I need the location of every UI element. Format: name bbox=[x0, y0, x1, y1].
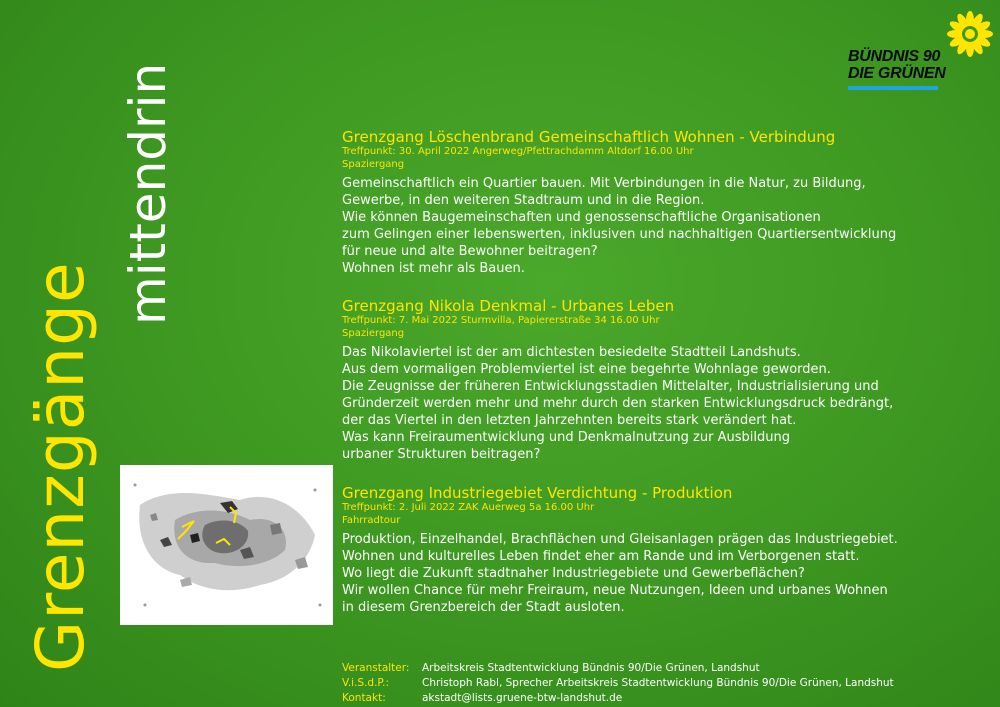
description-line: Was kann Freiraumentwicklung und Denkmalnutzung zur Ausbildung bbox=[342, 430, 790, 445]
event-description bbox=[342, 344, 992, 463]
description-line: Wohnen und kulturelles Leben findet eher am Rande und im Verborgenen statt. bbox=[342, 549, 860, 564]
description-line: Gemeinschaftlich ein Quartier bauen. Mit Verbindungen in die Natur, zu Bildung, bbox=[342, 176, 866, 191]
description-line: der das Viertel in den letzten Jahrzehnten bereits stark verändert hat. bbox=[342, 413, 797, 428]
poster-subtitle: mittendrin bbox=[119, 62, 177, 325]
logo-line-1: BÜNDNIS 90 bbox=[848, 48, 941, 65]
footer-value: Arbeitskreis Stadtentwicklung Bündnis 90/Die Grünen, Landshut bbox=[422, 662, 760, 674]
description-line: Gewerbe, in den weiteren Stadtraum und in die Region. bbox=[342, 193, 705, 208]
description-line: Aus dem vormaligen Problemviertel ist eine begehrte Wohnlage geworden. bbox=[342, 362, 831, 377]
footer-value: Christoph Rabl, Sprecher Arbeitskreis Stadtentwicklung Bündnis 90/Die Grünen, Landshut bbox=[422, 677, 894, 689]
poster-title: Grenzgänge bbox=[22, 261, 99, 672]
logo-underline bbox=[848, 86, 938, 90]
party-logo bbox=[848, 8, 990, 92]
sunflower-icon bbox=[946, 8, 994, 66]
event-type: Spaziergang bbox=[342, 159, 405, 170]
footer-info bbox=[342, 661, 894, 706]
event-meeting-point: Treffpunkt: 30. April 2022 Angerweg/Pfettrachdamm Altdorf 16.00 Uhr bbox=[342, 146, 694, 157]
description-line: zum Gelingen einer lebenswerten, inklusiven und nachhaltigen Quartiersentwicklung bbox=[342, 227, 897, 242]
footer-contact bbox=[342, 691, 894, 706]
event-section-1 bbox=[342, 128, 992, 277]
event-meeting-point: Treffpunkt: 7. Mai 2022 Sturmvilla, Papiererstraße 34 16.00 Uhr bbox=[342, 315, 660, 326]
logo-wordmark bbox=[848, 48, 945, 82]
event-title: Grenzgang Industriegebiet Verdichtung - Produktion bbox=[342, 484, 733, 502]
description-line: Produktion, Einzelhandel, Brachflächen und Gleisanlagen prägen das Industriegebiet. bbox=[342, 532, 898, 547]
event-section-2 bbox=[342, 297, 992, 463]
description-line: Wo liegt die Zukunft stadtnaher Industriegebiete und Gewerbeflächen? bbox=[342, 566, 805, 581]
event-type: Fahrradtour bbox=[342, 515, 401, 526]
contact-email-link[interactable]: akstadt@lists.gruene-btw-landshut.de bbox=[422, 692, 623, 704]
footer-organizer bbox=[342, 661, 894, 676]
footer-label: Kontakt: bbox=[342, 692, 386, 704]
event-title: Grenzgang Löschenbrand Gemeinschaftlich Wohnen - Verbindung bbox=[342, 128, 836, 146]
event-type: Spaziergang bbox=[342, 328, 405, 339]
event-description bbox=[342, 531, 992, 616]
logo-line-2: DIE GRÜNEN bbox=[848, 65, 946, 82]
description-line: Wir wollen Chance für mehr Freiraum, neue Nutzungen, Ideen und urbanes Wohnen bbox=[342, 583, 888, 598]
description-line: für neue und alte Bewohner beitragen? bbox=[342, 244, 598, 259]
footer-responsible bbox=[342, 676, 894, 691]
footer-label: V.i.S.d.P.: bbox=[342, 677, 389, 689]
description-line: Wie können Baugemeinschaften und genossenschaftliche Organisationen bbox=[342, 210, 821, 225]
event-description bbox=[342, 175, 992, 277]
description-line: Die Zeugnisse der früheren Entwicklungsstadien Mittelalter, Industrialisierung und bbox=[342, 379, 879, 394]
event-meeting-point: Treffpunkt: 2. Juli 2022 ZAK Auerweg 5a 16.00 Uhr bbox=[342, 502, 595, 513]
city-map-image bbox=[120, 465, 333, 625]
city-map-drawing bbox=[120, 465, 333, 625]
description-line: Wohnen ist mehr als Bauen. bbox=[342, 261, 525, 276]
description-line: urbaner Strukturen beitragen? bbox=[342, 447, 541, 462]
description-line: Das Nikolaviertel ist der am dichtesten besiedelte Stadtteil Landshuts. bbox=[342, 345, 801, 360]
event-section-3 bbox=[342, 484, 992, 616]
description-line: Gründerzeit werden mehr und mehr durch den starken Entwicklungsdruck bedrängt, bbox=[342, 396, 894, 411]
event-title: Grenzgang Nikola Denkmal - Urbanes Leben bbox=[342, 297, 675, 315]
footer-label: Veranstalter: bbox=[342, 662, 410, 674]
description-line: in diesem Grenzbereich der Stadt ausloten. bbox=[342, 600, 625, 615]
